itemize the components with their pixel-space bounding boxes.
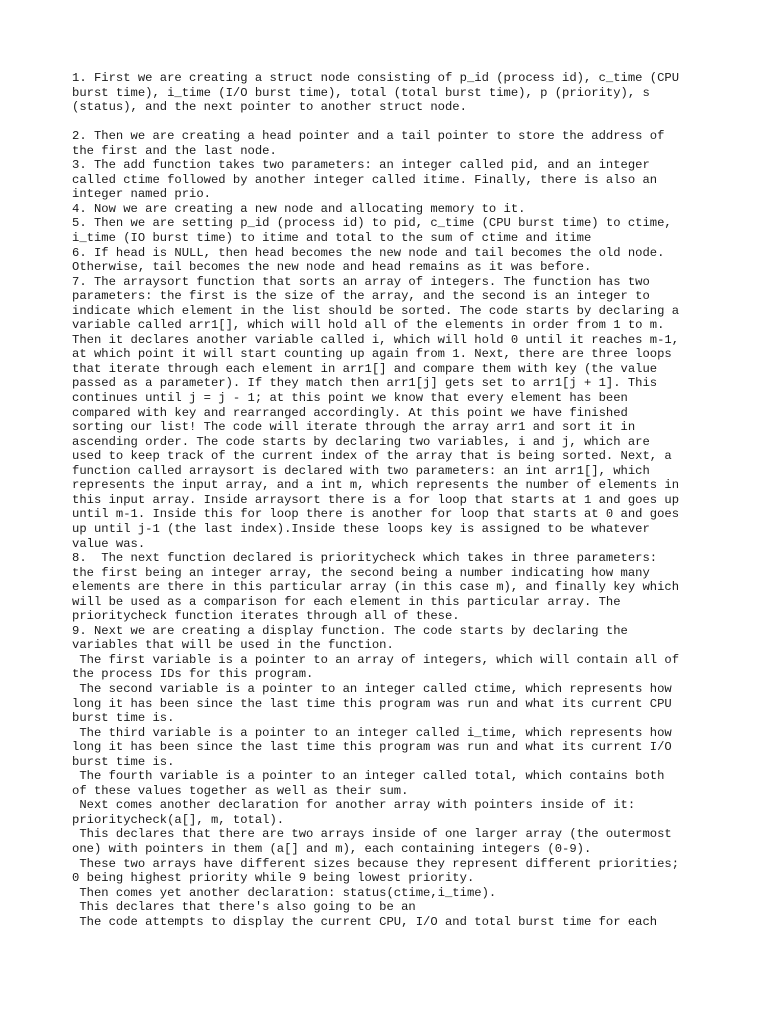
text-line: the process IDs for this program. [72, 667, 314, 682]
text-line: Then it declares another variable called i, which will hold 0 until it reaches m-1, [72, 332, 680, 347]
text-line: This declares that there's also going to be an [72, 900, 416, 915]
paragraph [72, 915, 712, 930]
text-line: continues until j = j - 1; at this point we know that every element has been [72, 391, 628, 406]
text-line: Next comes another declaration for another array with pointers inside of it: [72, 798, 636, 813]
text-line: that iterate through each element in arr1[] and compare them with key (the value [72, 361, 658, 376]
text-line: (status), and the next pointer to another struct node. [72, 100, 467, 115]
text-line: of these values together as well as their sum. [72, 783, 409, 798]
text-line: used to keep track of the current index of the array that is being sorted. Next, a [72, 449, 672, 464]
paragraph [72, 158, 712, 202]
text-line: will be used as a comparison for each element in this particular array. The [72, 594, 621, 609]
text-line: parameters: the first is the size of the array, and the second is an integer to [72, 289, 650, 304]
text-line: up until j-1 (the last index).Inside these loops key is assigned to be whatever [72, 521, 650, 536]
text-line: variables that will be used in the function. [72, 638, 394, 653]
text-line: This declares that there are two arrays inside of one larger array (the outermost [72, 827, 672, 842]
text-line: represents the input array, and a int m, which represents the number of elements in [72, 478, 680, 493]
paragraph [72, 129, 712, 158]
text-line: The third variable is a pointer to an integer called i_time, which represents how [72, 725, 672, 740]
text-line: value was. [72, 536, 146, 551]
text-line: burst time is. [72, 711, 175, 726]
text-line: 0 being highest priority while 9 being lowest priority. [72, 871, 475, 886]
paragraph [72, 624, 712, 653]
text-line: the first and the last node. [72, 143, 277, 158]
text-line: Otherwise, tail becomes the new node and head remains as it was before. [72, 260, 592, 275]
text-line: 2. Then we are creating a head pointer and a tail pointer to store the address of [72, 129, 665, 144]
text-line: burst time), i_time (I/O burst time), total (total burst time), p (priority), s [72, 85, 650, 100]
text-line: prioritycheck(a[], m, total). [72, 812, 285, 827]
text-line: long it has been since the last time this program was run and what its current CPU [72, 696, 672, 711]
paragraph [72, 798, 712, 827]
text-line: 8. The next function declared is prioritycheck which takes in three parameters: [72, 551, 658, 566]
text-line: this input array. Inside arraysort there is a for loop that starts at 1 and goes up [72, 492, 680, 507]
paragraph [72, 857, 712, 886]
text-line: at which point it will start counting up again from 1. Next, there are three loops [72, 347, 672, 362]
text-line: The first variable is a pointer to an array of integers, which will contain all of [72, 652, 680, 667]
paragraph [72, 71, 712, 115]
text-line: passed as a parameter). If they match then arr1[j] gets set to arr1[j + 1]. This [72, 376, 658, 391]
text-line: until m-1. Inside this for loop there is another for loop that starts at 0 and goes [72, 507, 680, 522]
text-line: The second variable is a pointer to an integer called ctime, which represents how [72, 681, 672, 696]
text-line: one) with pointers in them (a[] and m), each containing integers (0-9). [72, 841, 592, 856]
text-line: i_time (IO burst time) to itime and total to the sum of ctime and itime [72, 231, 592, 246]
text-line: 4. Now we are creating a new node and allocating memory to it. [72, 201, 526, 216]
text-line: long it has been since the last time this program was run and what its current I/O [72, 740, 672, 755]
paragraph [72, 900, 712, 915]
text-line: compared with key and rearranged accordingly. At this point we have finished [72, 405, 628, 420]
paragraph [72, 216, 712, 245]
text-line: 1. First we are creating a struct node consisting of p_id (process id), c_time (CPU [72, 71, 680, 85]
text-line: 5. Then we are setting p_id (process id) to pid, c_time (CPU burst time) to ctime, [72, 216, 672, 231]
paragraph [72, 653, 712, 682]
paragraph [72, 551, 712, 624]
text-line: 7. The arraysort function that sorts an array of integers. The function has two [72, 274, 650, 289]
text-line: the first being an integer array, the second being a number indicating how many [72, 565, 650, 580]
text-line: These two arrays have different sizes because they represent different priorities; [72, 856, 680, 871]
text-line: ascending order. The code starts by declaring two variables, i and j, which are [72, 434, 650, 449]
document-body [72, 71, 712, 929]
text-line: prioritycheck function iterates through all of these. [72, 609, 460, 624]
paragraph [72, 827, 712, 856]
text-line: variable called arr1[], which will hold all of the elements in order from 1 to m. [72, 318, 665, 333]
text-line: The fourth variable is a pointer to an integer called total, which contains both [72, 769, 665, 784]
paragraph [72, 275, 712, 551]
text-line: function called arraysort is declared with two parameters: an int arr1[], which [72, 463, 650, 478]
paragraph [72, 202, 712, 217]
text-line: sorting our list! The code will iterate through the array arr1 and sort it in [72, 420, 636, 435]
paragraph [72, 682, 712, 726]
paragraph [72, 769, 712, 798]
paragraph [72, 246, 712, 275]
paragraph [72, 886, 712, 901]
text-line: integer named prio. [72, 187, 211, 202]
text-line: 3. The add function takes two parameters: an integer called pid, and an integer [72, 158, 650, 173]
text-line: indicate which element in the list should be sorted. The code starts by declaring a [72, 303, 680, 318]
text-line: The code attempts to display the current CPU, I/O and total burst time for each [72, 914, 658, 929]
paragraph [72, 726, 712, 770]
text-line: Then comes yet another declaration: status(ctime,i_time). [72, 885, 497, 900]
text-line: called ctime followed by another integer called itime. Finally, there is also an [72, 172, 658, 187]
text-line: 9. Next we are creating a display function. The code starts by declaring the [72, 623, 628, 638]
text-line: burst time is. [72, 754, 175, 769]
paragraph-gap [72, 115, 712, 130]
text-line: elements are there in this particular array (in this case m), and finally key which [72, 580, 680, 595]
text-line: 6. If head is NULL, then head becomes the new node and tail becomes the old node. [72, 245, 665, 260]
